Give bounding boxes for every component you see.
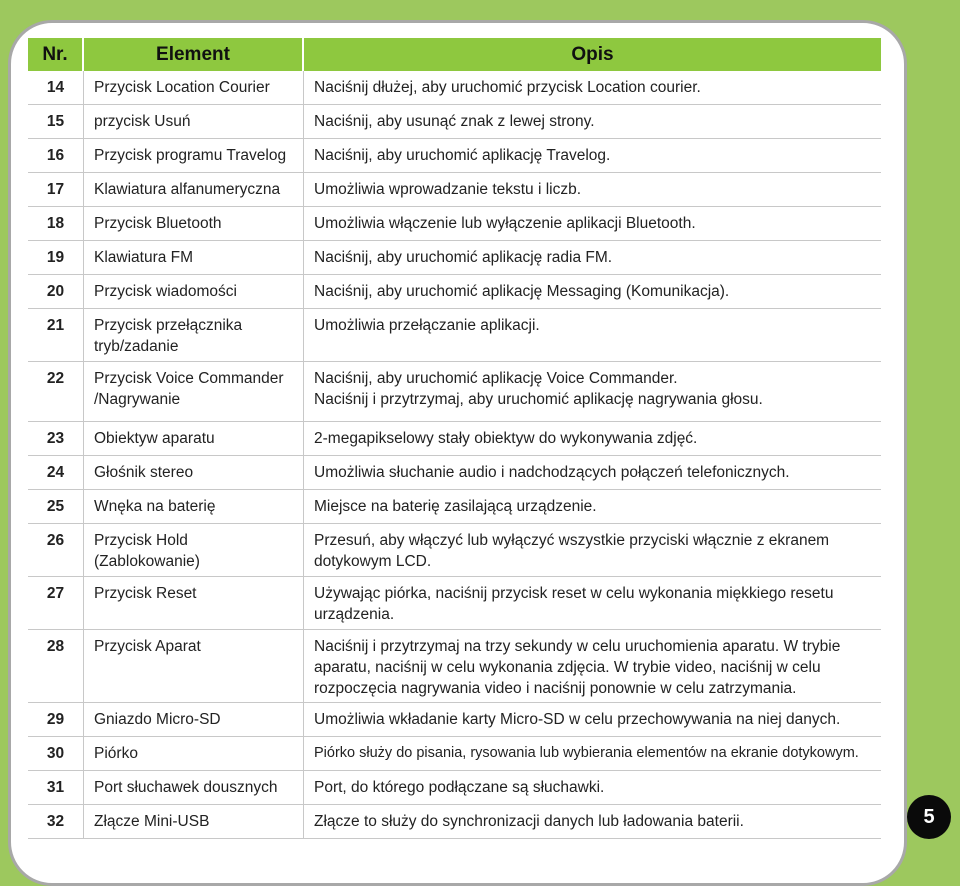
row-element: Przycisk Hold (Zablokowanie)	[94, 532, 200, 570]
row-opis: Przesuń, aby włączyć lub wyłączyć wszystkie przyciski włącznie z ekranem dotykowym LCD.	[314, 532, 830, 570]
row-nr: 16	[46, 147, 65, 164]
row-nr: 24	[46, 464, 65, 481]
row-opis: Umożliwia przełączanie aplikacji.	[314, 317, 540, 334]
header-opis: Opis	[304, 38, 881, 71]
table-row	[28, 456, 881, 490]
row-element: Przycisk przełącznika tryb/zadanie	[94, 317, 243, 355]
table-row	[28, 309, 881, 362]
row-opis: Umożliwia włączenie lub wyłączenie aplikacji Bluetooth.	[314, 215, 696, 232]
row-element: Złącze Mini-USB	[94, 813, 210, 830]
row-element: Przycisk wiadomości	[94, 283, 237, 300]
row-opis: Naciśnij i przytrzymaj na trzy sekundy w celu uruchomienia aparatu. W trybie aparatu, naciśnij w celu wykonania zdjęcia. W trybie video, naciśnij w celu rozpoczęcia nagrywania video i naciśnij ponownie w celu zatrzymania.	[314, 638, 841, 697]
table-row	[28, 71, 881, 105]
row-element: Port słuchawek dousznych	[94, 779, 278, 796]
table-row	[28, 207, 881, 241]
row-opis-line-2: Naciśnij i przytrzymaj, aby uruchomić aplikację nagrywania głosu.	[314, 391, 763, 408]
table-row	[28, 805, 881, 839]
row-opis: Miejsce na baterię zasilającą urządzenie.	[314, 498, 597, 515]
header-element: Element	[84, 38, 304, 71]
row-nr: 14	[46, 79, 65, 96]
row-nr: 31	[46, 779, 65, 796]
table-row	[28, 577, 881, 630]
header-nr: Nr.	[28, 38, 84, 71]
row-element: Klawiatura FM	[94, 249, 194, 266]
row-element: przycisk Usuń	[94, 113, 191, 130]
table-row	[28, 524, 881, 577]
table-row	[28, 362, 881, 422]
row-opis: Umożliwia słuchanie audio i nadchodzących połączeń telefonicznych.	[314, 464, 790, 481]
table-header-row	[28, 38, 881, 71]
row-nr: 20	[46, 283, 65, 300]
row-nr: 19	[46, 249, 65, 266]
row-element: Głośnik stereo	[94, 464, 194, 481]
row-element: Przycisk Aparat	[94, 638, 201, 655]
row-element: Gniazdo Micro-SD	[94, 711, 221, 728]
table-row	[28, 139, 881, 173]
row-opis: Umożliwia wprowadzanie tekstu i liczb.	[314, 181, 582, 198]
row-element: Przycisk Bluetooth	[94, 215, 222, 232]
table-row	[28, 737, 881, 771]
row-opis: 2-megapikselowy stały obiektyw do wykonywania zdjęć.	[314, 430, 698, 447]
table-row	[28, 173, 881, 207]
row-opis: Naciśnij, aby uruchomić aplikację Travelog.	[314, 147, 611, 164]
row-nr: 21	[46, 317, 65, 334]
row-element: Przycisk Voice Commander /Nagrywanie	[94, 370, 284, 408]
row-nr: 30	[46, 745, 65, 762]
table-row	[28, 703, 881, 737]
table-row	[28, 275, 881, 309]
row-element: Klawiatura alfanumeryczna	[94, 181, 281, 198]
element-description-table	[28, 38, 881, 839]
row-opis: Złącze to służy do synchronizacji danych lub ładowania baterii.	[314, 813, 744, 830]
row-nr: 15	[46, 113, 65, 130]
table-row	[28, 422, 881, 456]
row-element: Wnęka na baterię	[94, 498, 216, 515]
table-row	[28, 105, 881, 139]
row-nr: 32	[46, 813, 65, 830]
table-row	[28, 490, 881, 524]
row-nr: 22	[46, 370, 65, 387]
row-nr: 25	[46, 498, 65, 515]
row-opis: Naciśnij, aby uruchomić aplikację Messaging (Komunikacja).	[314, 283, 730, 300]
row-element: Obiektyw aparatu	[94, 430, 215, 447]
row-opis: Piórko służy do pisania, rysowania lub wybierania elementów na ekranie dotykowym.	[314, 745, 859, 761]
row-nr: 29	[46, 711, 65, 728]
row-element: Piórko	[94, 745, 138, 762]
row-opis: Naciśnij, aby usunąć znak z lewej strony.	[314, 113, 595, 130]
row-nr: 23	[46, 430, 65, 447]
row-nr: 26	[46, 532, 65, 549]
table-row	[28, 241, 881, 275]
table-row	[28, 771, 881, 805]
row-element: Przycisk programu Travelog	[94, 147, 287, 164]
row-nr: 18	[46, 215, 65, 232]
row-opis: Naciśnij dłużej, aby uruchomić przycisk Location courier.	[314, 79, 701, 96]
row-opis: Naciśnij, aby uruchomić aplikację Voice Commander.	[314, 370, 678, 387]
row-opis: Port, do którego podłączane są słuchawki.	[314, 779, 605, 796]
table-row	[28, 630, 881, 703]
row-nr: 27	[46, 585, 65, 602]
row-opis: Używając piórka, naciśnij przycisk reset w celu wykonania miękkiego resetu urządzenia.	[314, 585, 834, 623]
row-element: Przycisk Location Courier	[94, 79, 270, 96]
row-opis: Naciśnij, aby uruchomić aplikację radia FM.	[314, 249, 613, 266]
page-number-badge: 5	[907, 795, 951, 839]
row-element: Przycisk Reset	[94, 585, 197, 602]
row-nr: 28	[46, 638, 65, 655]
row-nr: 17	[46, 181, 65, 198]
row-opis: Umożliwia wkładanie karty Micro-SD w celu przechowywania na niej danych.	[314, 711, 841, 728]
